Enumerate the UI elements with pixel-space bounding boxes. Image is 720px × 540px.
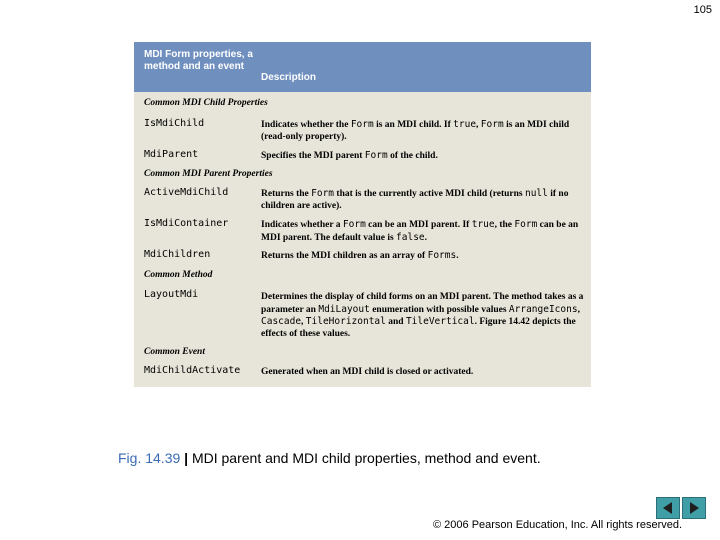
property-layoutmdi: LayoutMdi: [144, 289, 199, 300]
next-slide-button[interactable]: [682, 497, 706, 519]
description-layoutmdi: Determines the display of child forms on an MDI parent. The method takes as a parameter an MdiLayout enumeration with possible values ArrangeIcons, Cascade, TileHorizontal and TileVertical. Figure 14.42 depicts the effects of these values.: [261, 292, 584, 339]
figure-caption: [118, 450, 541, 466]
figure-label: Fig. 14.39: [118, 450, 181, 466]
section-heading-method: Common Method: [144, 270, 213, 280]
header-column-description: Description: [261, 72, 317, 83]
event-mdichildactivate: MdiChildActivate: [144, 365, 241, 376]
description-mdichildactivate: Generated when an MDI child is closed or activated.: [261, 367, 474, 377]
caption-text: MDI parent and MDI child properties, method and event.: [191, 450, 541, 466]
page-number: 105: [693, 4, 712, 16]
properties-table: [134, 42, 591, 387]
property-activemdichild: ActiveMdiChild: [144, 187, 229, 198]
table-header: [134, 42, 591, 92]
description-ismdichild: Indicates whether the Form is an MDI child. If true, Form is an MDI child (read-only property).: [261, 119, 570, 142]
left-arrow-icon: [662, 502, 674, 514]
previous-slide-button[interactable]: [656, 497, 680, 519]
section-heading-parent-properties: Common MDI Parent Properties: [144, 169, 273, 179]
right-arrow-icon: [688, 502, 700, 514]
property-mdiparent: MdiParent: [144, 149, 199, 160]
section-heading-event: Common Event: [144, 347, 205, 357]
description-ismdicontainer: Indicates whether a Form can be an MDI parent. If true, the Form can be an MDI parent. The default value is false.: [261, 219, 579, 243]
property-ismdichild: IsMdiChild: [144, 118, 205, 129]
header-column-properties: MDI Form properties, a method and an event: [144, 49, 253, 72]
property-mdichildren: MdiChildren: [144, 249, 211, 260]
property-ismdicontainer: IsMdiContainer: [144, 218, 229, 229]
caption-separator: |: [184, 450, 189, 466]
copyright-notice: © 2006 Pearson Education, Inc. All rights reserved.: [433, 519, 683, 531]
description-mdiparent: Specifies the MDI parent Form of the child.: [261, 150, 438, 161]
description-mdichildren: Returns the MDI children as an array of Forms.: [261, 250, 459, 261]
description-activemdichild: Returns the Form that is the currently active MDI child (returns null if no children are active).: [261, 188, 569, 211]
section-heading-child-properties: Common MDI Child Properties: [144, 98, 268, 108]
